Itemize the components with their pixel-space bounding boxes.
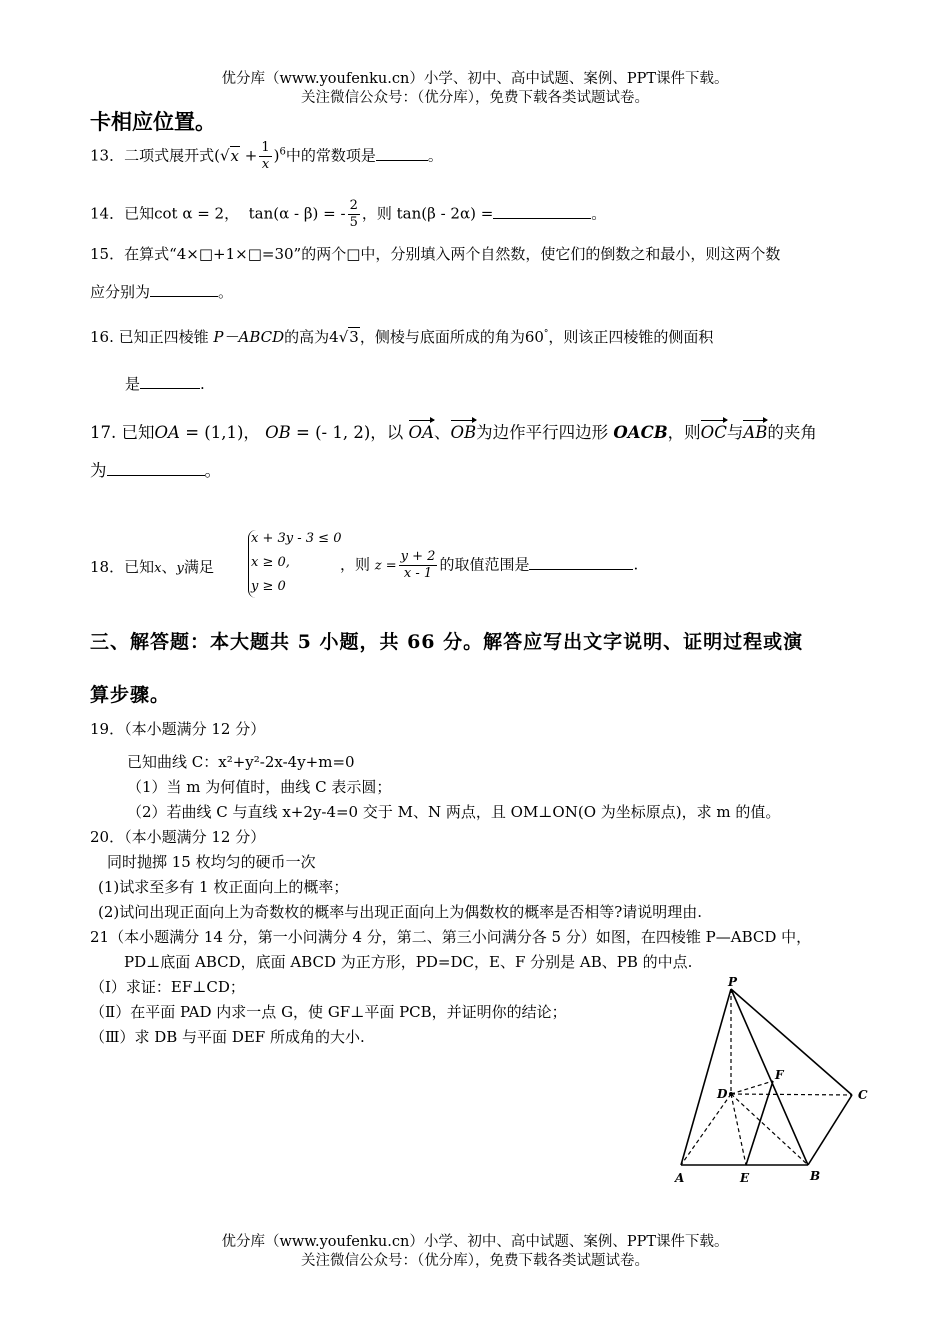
- header-line-2: 关注微信公众号：（优分库），免费下载各类试题试卷。: [301, 90, 649, 106]
- edge-EF: [746, 1081, 773, 1165]
- question-16-line-2: 是 .: [125, 375, 205, 393]
- label-B: B: [810, 1169, 821, 1183]
- header-line-1: 优分库（www.youfenku.cn）小学、初中、高中试题、案例、PPT课件下载。: [221, 71, 729, 87]
- label-E: E: [740, 1171, 750, 1185]
- top-text: 卡相应位置。: [90, 109, 216, 134]
- question-20-title: 20．（本小题满分 12 分）: [90, 828, 266, 846]
- point-D: [729, 1092, 733, 1096]
- constraint-2: x ≥ 0,: [251, 555, 290, 570]
- label-F: F: [775, 1068, 784, 1082]
- edge-BC: [808, 1095, 852, 1165]
- edge-DB: [731, 1094, 808, 1165]
- label-P: P: [728, 975, 738, 989]
- pyramid-solid-edges: [681, 989, 852, 1165]
- question-21-line-2: PD⊥底面 ABCD，底面 ABCD 为正方形，PD=DC，E、F 分别是 AB、PB 的中点.: [124, 953, 693, 971]
- edge-PB: [731, 989, 808, 1165]
- section-3-heading: 三、解答题：本大题共 5 小题，共 66 分。解答应写出文字说明、证明过程或演: [90, 631, 804, 653]
- question-17-line-2: 为 。: [90, 461, 221, 480]
- answer-blank-14[interactable]: [493, 204, 591, 219]
- question-15-line-2: 应分别为 。: [90, 283, 234, 301]
- footer-line-2: 关注微信公众号：（优分库），免费下载各类试题试卷。: [301, 1253, 649, 1269]
- question-15-line-1: 15．在算式“4×□+1×□=30”的两个□中，分别填入两个自然数，使它们的倒数之和最小，则这两个数: [90, 245, 781, 263]
- question-21-line-1: 21（本小题满分 14 分，第一小问满分 4 分，第二、第三小问满分各 5 分）如图，在四棱锥 P—ABCD 中，: [90, 928, 812, 946]
- question-19-part-1: （1）当 m 为何值时，曲线 C 表示圆；: [127, 778, 392, 796]
- footer-line-1: 优分库（www.youfenku.cn）小学、初中、高中试题、案例、PPT课件下载。: [221, 1234, 729, 1250]
- section-3-heading-line-2: 算步骤。: [90, 684, 171, 706]
- question-18-prefix: 18．已知x、y满足: [90, 558, 214, 576]
- label-D: D: [717, 1087, 728, 1101]
- label-C: C: [858, 1088, 868, 1102]
- answer-blank-13[interactable]: [376, 146, 428, 161]
- question-20-stem: 同时抛掷 15 枚均匀的硬币一次: [107, 853, 316, 871]
- pyramid-figure: [660, 970, 890, 1192]
- question-17: 17. 已知OA = (1,1)， OB = (- 1, 2)，以 OA、OB为边作平行四边形 OACB，则OC与AB的夹角: [90, 419, 817, 443]
- question-20-part-1: (1)试求至多有 1 枚正面向上的概率；: [98, 878, 349, 896]
- question-19-part-2: （2）若曲线 C 与直线 x+2y-4=0 交于 M、N 两点，且 OM⊥ON(O 为坐标原点)，求 m 的值。: [127, 803, 781, 821]
- edge-DE: [731, 1094, 746, 1165]
- question-20-part-2: (2)试问出现正面向上为奇数枚的概率与出现正面向上为偶数枚的概率是否相等?请说明理由.: [98, 903, 703, 921]
- question-21-part-3: （Ⅲ）求 DB 与平面 DEF 所成角的大小.: [90, 1028, 365, 1046]
- edge-PA: [681, 989, 731, 1165]
- answer-blank-18[interactable]: [529, 555, 633, 570]
- answer-blank-17[interactable]: [107, 461, 205, 476]
- question-18-suffix: ，则 z = $\frac{y + 2}{x - 1}$ 的取值范围是 .: [340, 549, 639, 581]
- question-21-part-2: （Ⅱ）在平面 PAD 内求一点 G，使 GF⊥平面 PCB，并证明你的结论；: [90, 1003, 567, 1021]
- question-16: 16. 已知正四棱锥 P－ABCD的高为4√3，侧棱与底面所成的角为60°，则该正四棱锥的侧面积: [90, 328, 714, 346]
- constraint-3: y ≥ 0: [251, 579, 286, 594]
- label-A: A: [675, 1171, 685, 1185]
- question-19-stem: 已知曲线 C：x²+y²-2x-4y+m=0: [127, 753, 355, 771]
- answer-blank-15[interactable]: [150, 282, 218, 297]
- question-19-title: 19．（本小题满分 12 分）: [90, 720, 266, 738]
- edge-DA: [681, 1094, 731, 1165]
- question-21-part-1: （Ⅰ）求证：EF⊥CD；: [90, 978, 245, 996]
- edge-DF: [731, 1081, 773, 1094]
- edge-DC: [731, 1094, 852, 1095]
- constraint-1: x + 3y - 3 ≤ 0: [251, 531, 342, 546]
- question-13: 13．二项式展开式(√x + $\frac{1}{x}$ )$^6$中的常数项是 。: [90, 140, 443, 172]
- question-14: 14．已知cot α = 2， tan(α - β) = - $\frac{2}{5}$ ，则 tan(β - 2α) = 。: [90, 198, 607, 230]
- edge-PC: [731, 989, 852, 1095]
- answer-blank-16[interactable]: [140, 374, 200, 389]
